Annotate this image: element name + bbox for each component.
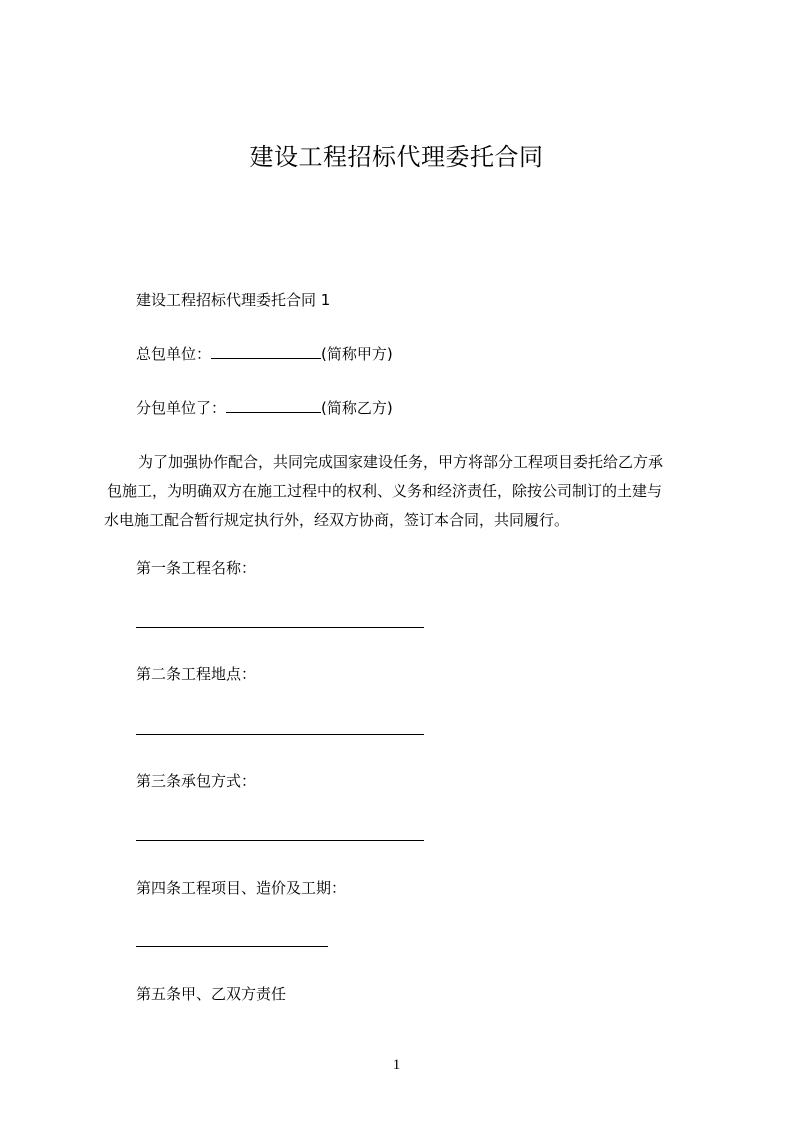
intro-line-1: 为了加强协作配合，共同完成国家建设任务，甲方将部分工程项目委托给乙方承: [138, 453, 664, 471]
article-1-heading: 第一条工程名称：: [136, 559, 257, 577]
article-3-heading: 第三条承包方式：: [136, 772, 257, 790]
document-title: 建设工程招标代理委托合同: [249, 143, 544, 171]
intro-line-2: 包施工，为明确双方在施工过程中的权利、义务和经济责任，除按公司制订的土建与: [107, 482, 663, 500]
page-number: 1: [392, 1057, 401, 1073]
article-2-heading: 第二条工程地点：: [136, 665, 257, 683]
document-subtitle: 建设工程招标代理委托合同 1: [136, 291, 331, 309]
article-5-heading: 第五条甲、乙双方责任: [136, 985, 287, 1003]
subcontractor-label: 分包单位了：: [136, 399, 227, 417]
intro-line-3: 水电施工配合暂行规定执行外，经双方协商，签订本合同，共同履行。: [104, 511, 570, 529]
article-4-heading: 第四条工程项目、造价及工期：: [136, 879, 347, 897]
subcontractor-suffix: (简称乙方): [321, 399, 393, 417]
intro-paragraph: [104, 448, 704, 535]
contractor-suffix: (简称甲方): [321, 345, 393, 363]
article-1-blank-line: [136, 627, 424, 628]
article-4-blank-line: [136, 946, 328, 947]
contractor-line: [136, 343, 393, 365]
subcontractor-line: [136, 397, 393, 419]
article-2-blank-line: [136, 734, 424, 735]
article-3-blank-line: [136, 840, 424, 841]
contractor-blank: [211, 344, 321, 359]
contractor-label: 总包单位：: [136, 345, 212, 363]
subcontractor-blank: [226, 398, 321, 413]
